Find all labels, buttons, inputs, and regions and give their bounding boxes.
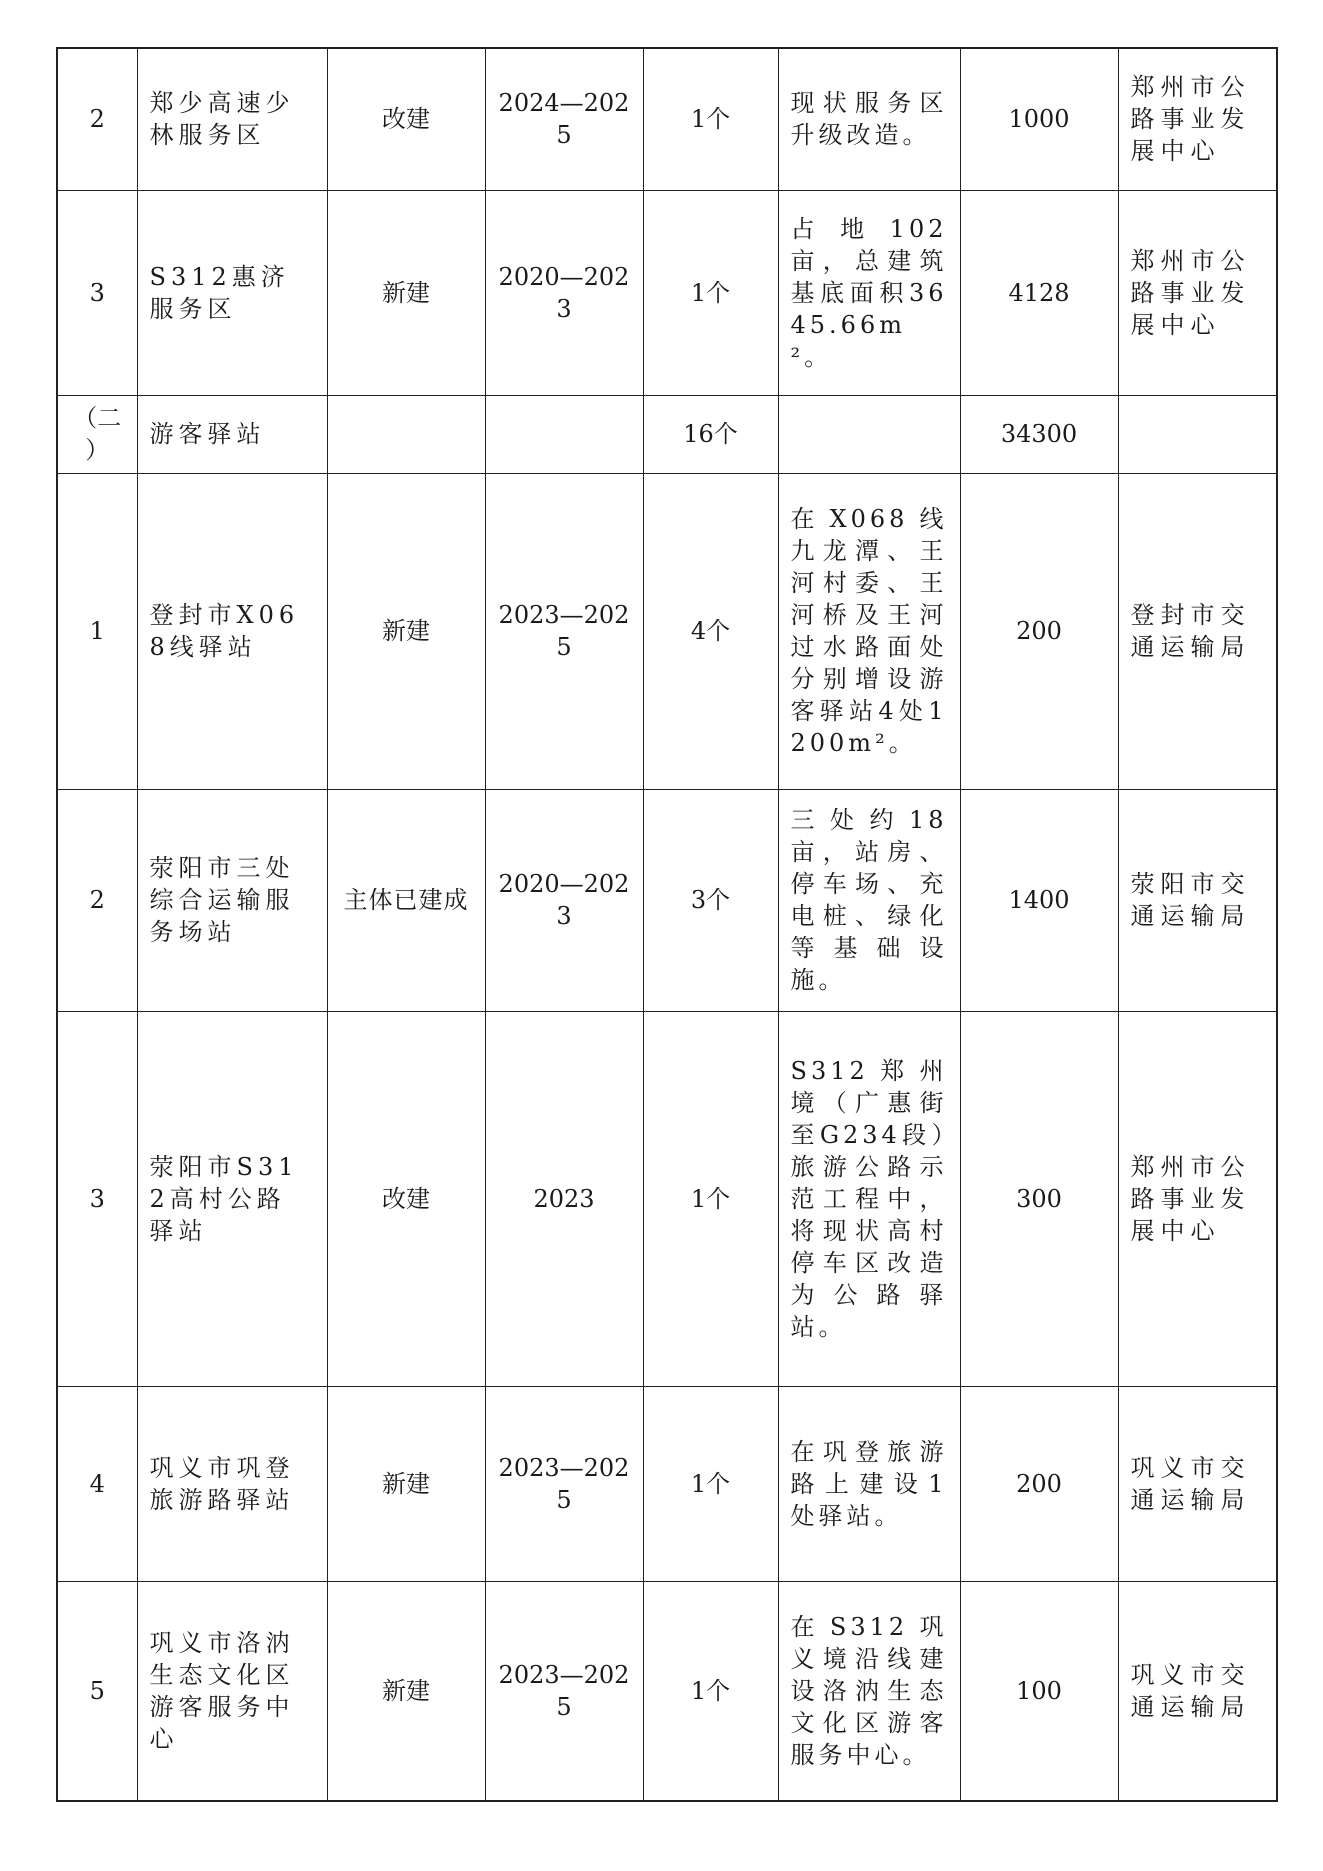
cell-period: 2020—2023 [485, 789, 643, 1011]
cell-period: 2023—2025 [485, 473, 643, 789]
cell-period: 2023 [485, 1011, 643, 1386]
table-row [57, 48, 1277, 190]
cell-type [327, 395, 485, 473]
table-row [57, 1386, 1277, 1581]
cell-seq: 2 [57, 48, 137, 190]
cell-type: 主体已建成 [327, 789, 485, 1011]
table-row [57, 1011, 1277, 1386]
cell-type: 新建 [327, 190, 485, 395]
cell-count: 1个 [643, 48, 778, 190]
cell-period: 2024—2025 [485, 48, 643, 190]
cell-period: 2023—2025 [485, 1386, 643, 1581]
cell-amount: 1000 [960, 48, 1118, 190]
cell-desc: 在X068线九龙潭、王河村委、王河桥及王河过水路面处分别增设游客驿站4处1200m²。 [778, 473, 960, 789]
cell-unit: 郑州市公路事业发展中心 [1118, 190, 1277, 395]
cell-count: 1个 [643, 1386, 778, 1581]
table-row [57, 473, 1277, 789]
cell-unit: 荥阳市交通运输局 [1118, 789, 1277, 1011]
cell-type: 新建 [327, 1581, 485, 1801]
cell-type: 改建 [327, 1011, 485, 1386]
project-table [56, 47, 1278, 1802]
cell-seq: 4 [57, 1386, 137, 1581]
cell-count: 16个 [643, 395, 778, 473]
cell-unit: 登封市交通运输局 [1118, 473, 1277, 789]
cell-amount: 34300 [960, 395, 1118, 473]
cell-unit: 郑州市公路事业发展中心 [1118, 48, 1277, 190]
table-row [57, 395, 1277, 473]
cell-period: 2020—2023 [485, 190, 643, 395]
cell-seq: （二） [57, 395, 137, 473]
cell-amount: 200 [960, 473, 1118, 789]
cell-seq: 2 [57, 789, 137, 1011]
cell-desc [778, 395, 960, 473]
cell-seq: 3 [57, 190, 137, 395]
cell-seq: 5 [57, 1581, 137, 1801]
cell-name: 郑少高速少林服务区 [137, 48, 327, 190]
cell-desc: 三处约18亩，站房、停车场、充电桩、绿化等基础设施。 [778, 789, 960, 1011]
cell-name: 巩义市洛汭生态文化区游客服务中心 [137, 1581, 327, 1801]
cell-seq: 3 [57, 1011, 137, 1386]
cell-type: 改建 [327, 48, 485, 190]
cell-desc: S312郑州境（广惠街至G234段）旅游公路示范工程中，将现状高村停车区改造为公路驿站。 [778, 1011, 960, 1386]
cell-name: 游客驿站 [137, 395, 327, 473]
cell-desc: 在S312巩义境沿线建设洛汭生态文化区游客服务中心。 [778, 1581, 960, 1801]
cell-type: 新建 [327, 1386, 485, 1581]
cell-name: 荥阳市三处综合运输服务场站 [137, 789, 327, 1011]
cell-count: 3个 [643, 789, 778, 1011]
cell-name: 巩义市巩登旅游路驿站 [137, 1386, 327, 1581]
cell-count: 1个 [643, 1581, 778, 1801]
cell-name: 荥阳市S312高村公路驿站 [137, 1011, 327, 1386]
cell-name: 登封市X068线驿站 [137, 473, 327, 789]
cell-amount: 300 [960, 1011, 1118, 1386]
cell-unit [1118, 395, 1277, 473]
cell-amount: 100 [960, 1581, 1118, 1801]
cell-amount: 4128 [960, 190, 1118, 395]
cell-period [485, 395, 643, 473]
cell-unit: 巩义市交通运输局 [1118, 1581, 1277, 1801]
cell-amount: 200 [960, 1386, 1118, 1581]
cell-count: 1个 [643, 1011, 778, 1386]
table-row [57, 190, 1277, 395]
cell-unit: 巩义市交通运输局 [1118, 1386, 1277, 1581]
table-row [57, 789, 1277, 1011]
cell-type: 新建 [327, 473, 485, 789]
cell-amount: 1400 [960, 789, 1118, 1011]
cell-desc: 在巩登旅游路上建设1处驿站。 [778, 1386, 960, 1581]
table-row [57, 1581, 1277, 1801]
cell-period: 2023—2025 [485, 1581, 643, 1801]
cell-count: 1个 [643, 190, 778, 395]
cell-count: 4个 [643, 473, 778, 789]
cell-desc: 占地102亩，总建筑基底面积3645.66m²。 [778, 190, 960, 395]
cell-unit: 郑州市公路事业发展中心 [1118, 1011, 1277, 1386]
cell-desc: 现状服务区升级改造。 [778, 48, 960, 190]
cell-name: S312惠济服务区 [137, 190, 327, 395]
cell-seq: 1 [57, 473, 137, 789]
